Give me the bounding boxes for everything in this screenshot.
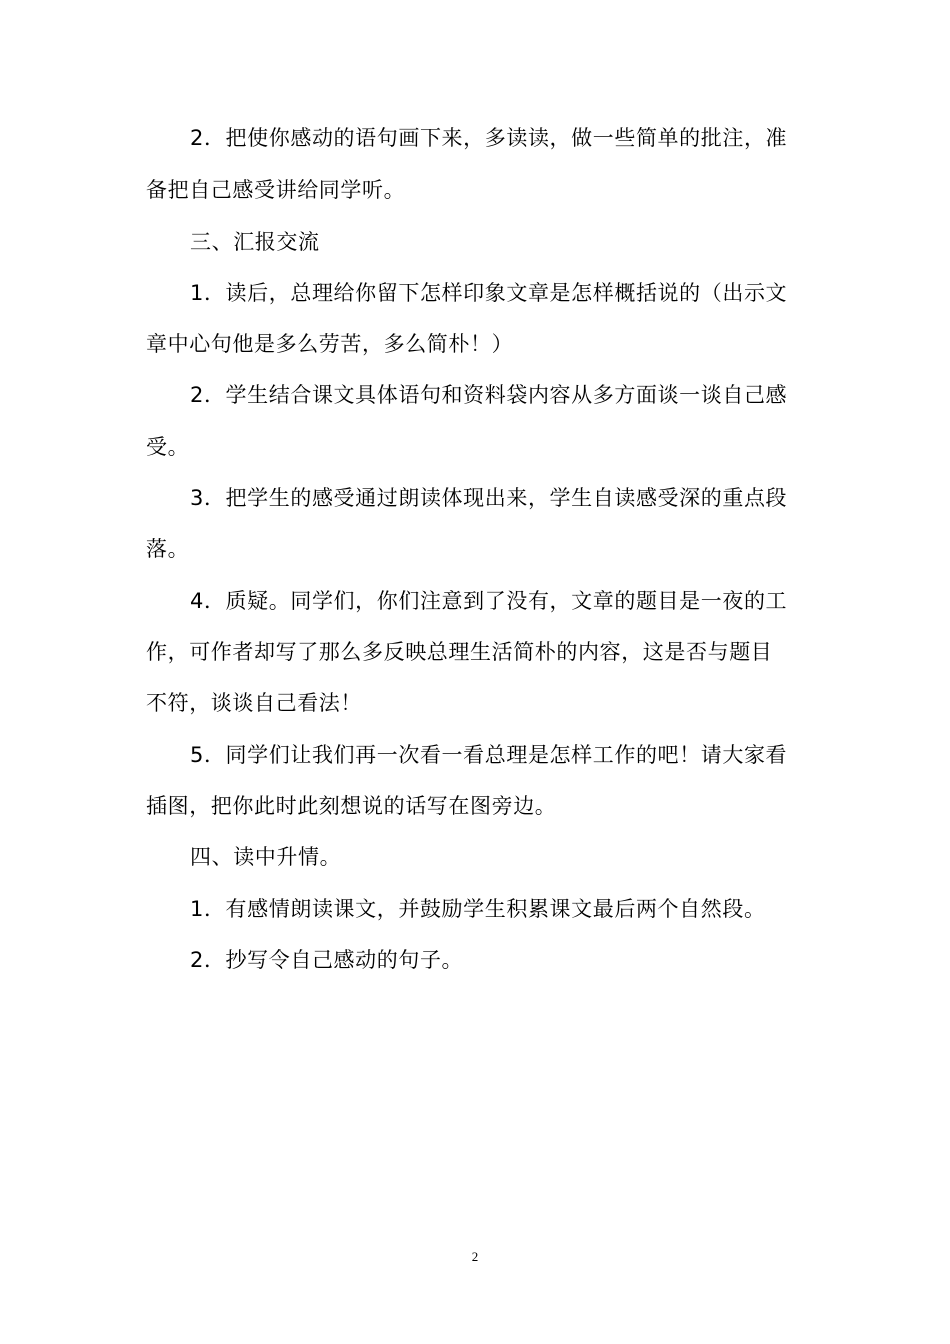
paragraph-line: 受。: [146, 435, 190, 459]
paragraph-line: 作，可作者却写了那么多反映总理生活简朴的内容，这是否与题目: [146, 640, 773, 664]
paragraph-line: 2．抄写令自己感动的句子。: [190, 948, 464, 972]
paragraph-line: 插图，把你此时此刻想说的话写在图旁边。: [146, 794, 557, 818]
paragraph-line: 4．质疑。同学们，你们注意到了没有，文章的题目是一夜的工: [190, 589, 788, 613]
section-heading: 三、汇报交流: [190, 230, 320, 254]
paragraph-line: 3．把学生的感受通过朗读体现出来，学生自读感受深的重点段: [190, 486, 788, 510]
paragraph-line: 章中心句他是多么劳苦，多么简朴！）: [146, 332, 514, 356]
paragraph-line: 5．同学们让我们再一次看一看总理是怎样工作的吧！请大家看: [190, 743, 788, 767]
paragraph-line: 不符，谈谈自己看法！: [146, 691, 362, 715]
paragraph-line: 2．学生结合课文具体语句和资料袋内容从多方面谈一谈自己感: [190, 383, 788, 407]
page-number: 2: [471, 1249, 479, 1264]
paragraph-line: 1．有感情朗读课文，并鼓励学生积累课文最后两个自然段。: [190, 897, 766, 921]
section-heading: 四、读中升情。: [190, 845, 342, 869]
paragraph-line: 备把自己感受讲给同学听。: [146, 178, 406, 202]
paragraph-line: 2．把使你感动的语句画下来，多读读，做一些简单的批注，准: [190, 126, 788, 150]
paragraph-line: 落。: [146, 537, 190, 561]
paragraph-line: 1．读后，总理给你留下怎样印象文章是怎样概括说的（出示文: [190, 281, 788, 305]
